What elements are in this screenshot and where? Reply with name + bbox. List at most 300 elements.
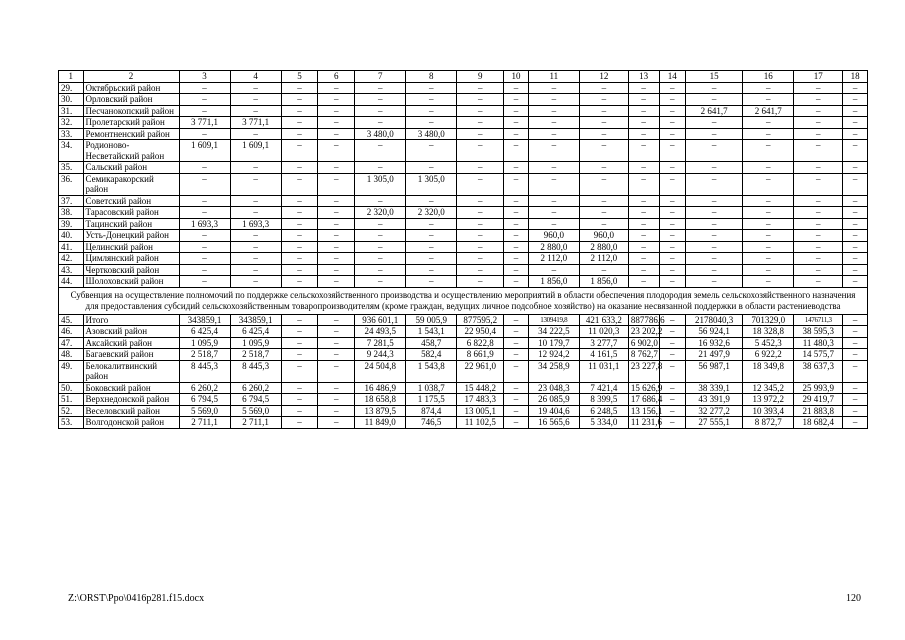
value-cell: – xyxy=(504,162,529,174)
value-cell: – xyxy=(743,230,794,242)
district-name: Тарасовский район xyxy=(83,207,179,219)
value-cell: 2 711,1 xyxy=(230,417,281,429)
value-cell: 8 399,5 xyxy=(579,394,628,406)
value-cell: – xyxy=(355,230,406,242)
district-name: Аксайский район xyxy=(83,337,179,349)
table-row xyxy=(59,128,868,140)
row-number: 53. xyxy=(59,417,84,429)
value-cell: – xyxy=(230,207,281,219)
value-cell: 6 248,5 xyxy=(579,405,628,417)
table-row xyxy=(59,417,868,429)
value-cell: 27 555,1 xyxy=(686,417,743,429)
value-cell: – xyxy=(794,162,843,174)
value-cell: – xyxy=(504,264,529,276)
table-row xyxy=(59,230,868,242)
value-cell: – xyxy=(628,105,659,117)
value-cell: – xyxy=(406,230,457,242)
value-cell: 1 856,0 xyxy=(579,276,628,288)
value-cell: 16 932,6 xyxy=(686,337,743,349)
row-number: 39. xyxy=(59,218,84,230)
value-cell: – xyxy=(230,94,281,106)
value-cell: 38 339,1 xyxy=(686,382,743,394)
district-name: Шолоховский район xyxy=(83,276,179,288)
value-cell: – xyxy=(843,230,868,242)
value-cell: – xyxy=(318,140,355,162)
value-cell: 11 102,5 xyxy=(457,417,504,429)
value-cell: – xyxy=(406,218,457,230)
value-cell: – xyxy=(504,382,529,394)
value-cell: – xyxy=(579,105,628,117)
value-cell: 960,0 xyxy=(528,230,579,242)
value-cell: – xyxy=(318,82,355,94)
value-cell: – xyxy=(281,140,318,162)
row-number: 32. xyxy=(59,117,84,129)
district-name: Боковский район xyxy=(83,382,179,394)
row-number: 44. xyxy=(59,276,84,288)
value-cell: – xyxy=(843,314,868,326)
value-cell: – xyxy=(230,162,281,174)
value-cell: – xyxy=(843,394,868,406)
value-cell: – xyxy=(318,264,355,276)
value-cell: 6 260,2 xyxy=(230,382,281,394)
row-number: 31. xyxy=(59,105,84,117)
value-cell: – xyxy=(504,349,529,361)
value-cell: 6 425,4 xyxy=(179,326,230,338)
value-cell: – xyxy=(179,207,230,219)
value-cell: 343859,1 xyxy=(179,314,230,326)
value-cell: – xyxy=(628,140,659,162)
value-cell: – xyxy=(318,128,355,140)
value-cell: – xyxy=(794,230,843,242)
value-cell: – xyxy=(179,105,230,117)
value-cell: – xyxy=(659,360,686,382)
value-cell: – xyxy=(794,207,843,219)
row-number: 51. xyxy=(59,394,84,406)
value-cell: – xyxy=(457,230,504,242)
value-cell: 34 258,9 xyxy=(528,360,579,382)
district-name: Белокалитвинский район xyxy=(83,360,179,382)
table-row xyxy=(59,349,868,361)
value-cell: – xyxy=(504,326,529,338)
value-cell: – xyxy=(743,218,794,230)
value-cell: – xyxy=(457,117,504,129)
value-cell: – xyxy=(281,173,318,195)
value-cell: – xyxy=(659,264,686,276)
value-cell: – xyxy=(504,140,529,162)
district-name: Цимлянский район xyxy=(83,253,179,265)
value-cell: 25 993,9 xyxy=(794,382,843,394)
value-cell: 1 543,1 xyxy=(406,326,457,338)
value-cell: – xyxy=(843,94,868,106)
value-cell: 15 626,9 xyxy=(628,382,659,394)
column-number: 13 xyxy=(628,71,659,83)
value-cell: – xyxy=(843,405,868,417)
table-row xyxy=(59,382,868,394)
value-cell: – xyxy=(281,128,318,140)
value-cell: – xyxy=(457,128,504,140)
value-cell: – xyxy=(794,94,843,106)
value-cell: – xyxy=(628,207,659,219)
column-number: 17 xyxy=(794,71,843,83)
value-cell: – xyxy=(281,230,318,242)
value-cell: – xyxy=(743,264,794,276)
value-cell: 22 961,0 xyxy=(457,360,504,382)
district-name: Чертковский район xyxy=(83,264,179,276)
value-cell: – xyxy=(628,82,659,94)
value-cell: – xyxy=(281,314,318,326)
value-cell: – xyxy=(686,276,743,288)
value-cell: 23 227,8 xyxy=(628,360,659,382)
value-cell: – xyxy=(843,417,868,429)
value-cell: – xyxy=(579,117,628,129)
value-cell: 18 682,4 xyxy=(794,417,843,429)
value-cell: – xyxy=(659,105,686,117)
value-cell: – xyxy=(579,264,628,276)
value-cell: 23 048,3 xyxy=(528,382,579,394)
value-cell: 12 924,2 xyxy=(528,349,579,361)
district-name: Пролетарский район xyxy=(83,117,179,129)
value-cell: – xyxy=(843,105,868,117)
value-cell: – xyxy=(743,241,794,253)
value-cell: – xyxy=(659,173,686,195)
value-cell: – xyxy=(843,253,868,265)
value-cell: 11 020,3 xyxy=(579,326,628,338)
value-cell: – xyxy=(659,314,686,326)
value-cell: 10 179,7 xyxy=(528,337,579,349)
table-row xyxy=(59,264,868,276)
value-cell: – xyxy=(230,264,281,276)
value-cell: – xyxy=(406,253,457,265)
table-row xyxy=(59,162,868,174)
value-cell: – xyxy=(843,128,868,140)
value-cell: 874,4 xyxy=(406,405,457,417)
value-cell: – xyxy=(281,207,318,219)
row-number: 30. xyxy=(59,94,84,106)
value-cell: – xyxy=(457,218,504,230)
value-cell: – xyxy=(281,162,318,174)
value-cell: 6 922,2 xyxy=(743,349,794,361)
value-cell: – xyxy=(843,337,868,349)
district-name: Октябрьский район xyxy=(83,82,179,94)
value-cell: – xyxy=(318,326,355,338)
value-cell: – xyxy=(659,207,686,219)
value-cell: – xyxy=(406,241,457,253)
value-cell: – xyxy=(686,207,743,219)
value-cell: 15 448,2 xyxy=(457,382,504,394)
row-number: 45. xyxy=(59,314,84,326)
value-cell: – xyxy=(743,82,794,94)
table-row xyxy=(59,173,868,195)
value-cell: – xyxy=(281,337,318,349)
value-cell: – xyxy=(355,117,406,129)
value-cell: – xyxy=(659,230,686,242)
value-cell: – xyxy=(659,128,686,140)
value-cell: – xyxy=(318,394,355,406)
row-number: 43. xyxy=(59,264,84,276)
value-cell: – xyxy=(457,140,504,162)
value-cell: – xyxy=(355,105,406,117)
value-cell: – xyxy=(457,253,504,265)
value-cell: – xyxy=(281,253,318,265)
value-cell: – xyxy=(457,207,504,219)
value-cell: – xyxy=(318,218,355,230)
value-cell: – xyxy=(504,128,529,140)
value-cell: – xyxy=(794,218,843,230)
row-number: 40. xyxy=(59,230,84,242)
value-cell: – xyxy=(843,162,868,174)
table-row xyxy=(59,241,868,253)
value-cell: – xyxy=(843,195,868,207)
value-cell: – xyxy=(628,276,659,288)
column-number: 12 xyxy=(579,71,628,83)
value-cell: 13 005,1 xyxy=(457,405,504,417)
value-cell: – xyxy=(406,276,457,288)
value-cell: 343859,1 xyxy=(230,314,281,326)
row-number: 41. xyxy=(59,241,84,253)
value-cell: – xyxy=(686,218,743,230)
value-cell: – xyxy=(355,162,406,174)
value-cell: 5 569,0 xyxy=(179,405,230,417)
value-cell: – xyxy=(659,94,686,106)
value-cell: – xyxy=(355,218,406,230)
value-cell: 8 872,7 xyxy=(743,417,794,429)
value-cell: – xyxy=(843,326,868,338)
value-cell: 1 693,3 xyxy=(179,218,230,230)
value-cell: – xyxy=(179,173,230,195)
table-row xyxy=(59,82,868,94)
value-cell: 12 345,2 xyxy=(743,382,794,394)
value-cell: 1 856,0 xyxy=(528,276,579,288)
value-cell: – xyxy=(659,337,686,349)
value-cell: 7 281,5 xyxy=(355,337,406,349)
value-cell: 11 031,1 xyxy=(579,360,628,382)
value-cell: – xyxy=(843,241,868,253)
district-name: Веселовский район xyxy=(83,405,179,417)
district-name: Багаевский район xyxy=(83,349,179,361)
value-cell: 13 156,1 xyxy=(628,405,659,417)
value-cell: – xyxy=(528,117,579,129)
value-cell: – xyxy=(686,117,743,129)
value-cell: – xyxy=(457,162,504,174)
value-cell: – xyxy=(504,241,529,253)
value-cell: – xyxy=(743,94,794,106)
value-cell: – xyxy=(230,276,281,288)
value-cell: 7 421,4 xyxy=(579,382,628,394)
value-cell: – xyxy=(528,207,579,219)
value-cell: 6 822,8 xyxy=(457,337,504,349)
value-cell: 458,7 xyxy=(406,337,457,349)
value-cell: – xyxy=(318,94,355,106)
value-cell: – xyxy=(528,105,579,117)
district-name: Советский район xyxy=(83,195,179,207)
value-cell: 5 569,0 xyxy=(230,405,281,417)
value-cell: – xyxy=(457,241,504,253)
row-number: 50. xyxy=(59,382,84,394)
value-cell: 877595,2 xyxy=(457,314,504,326)
value-cell: – xyxy=(659,382,686,394)
column-number: 15 xyxy=(686,71,743,83)
value-cell: 43 391,9 xyxy=(686,394,743,406)
table-row xyxy=(59,105,868,117)
value-cell: – xyxy=(628,117,659,129)
value-cell: – xyxy=(743,195,794,207)
value-cell: – xyxy=(579,207,628,219)
value-cell: – xyxy=(318,230,355,242)
value-cell: 2 641,7 xyxy=(743,105,794,117)
value-cell: – xyxy=(843,349,868,361)
value-cell: – xyxy=(579,140,628,162)
value-cell: – xyxy=(179,195,230,207)
column-number: 10 xyxy=(504,71,529,83)
value-cell: – xyxy=(528,82,579,94)
value-cell: – xyxy=(406,195,457,207)
value-cell: – xyxy=(628,230,659,242)
value-cell: – xyxy=(686,264,743,276)
value-cell: 2 880,0 xyxy=(528,241,579,253)
value-cell: – xyxy=(659,241,686,253)
value-cell: – xyxy=(504,253,529,265)
value-cell: 2 711,1 xyxy=(179,417,230,429)
table-row xyxy=(59,94,868,106)
value-cell: – xyxy=(318,382,355,394)
value-cell: 21 883,8 xyxy=(794,405,843,417)
value-cell: – xyxy=(318,207,355,219)
value-cell: – xyxy=(843,82,868,94)
value-cell: 6 425,4 xyxy=(230,326,281,338)
value-cell: 887786,6 xyxy=(628,314,659,326)
value-cell: 2 518,7 xyxy=(179,349,230,361)
value-cell: – xyxy=(355,82,406,94)
value-cell: – xyxy=(794,82,843,94)
value-cell: – xyxy=(794,105,843,117)
value-cell: – xyxy=(457,264,504,276)
row-number: 47. xyxy=(59,337,84,349)
value-cell: – xyxy=(230,105,281,117)
value-cell: – xyxy=(794,117,843,129)
value-cell: – xyxy=(355,276,406,288)
value-cell: 24 504,8 xyxy=(355,360,406,382)
value-cell: – xyxy=(406,264,457,276)
value-cell: – xyxy=(659,218,686,230)
value-cell: 2 518,7 xyxy=(230,349,281,361)
value-cell: 746,5 xyxy=(406,417,457,429)
value-cell: – xyxy=(457,173,504,195)
value-cell: – xyxy=(281,349,318,361)
value-cell: 6 794,5 xyxy=(179,394,230,406)
value-cell: – xyxy=(179,94,230,106)
value-cell: – xyxy=(528,162,579,174)
value-cell: – xyxy=(659,117,686,129)
row-number: 42. xyxy=(59,253,84,265)
value-cell: 24 493,5 xyxy=(355,326,406,338)
value-cell: – xyxy=(318,241,355,253)
district-name: Орловский район xyxy=(83,94,179,106)
value-cell: 5 452,3 xyxy=(743,337,794,349)
value-cell: – xyxy=(794,241,843,253)
value-cell: – xyxy=(528,264,579,276)
table-row xyxy=(59,360,868,382)
value-cell: 3 771,1 xyxy=(179,117,230,129)
value-cell: 701329,0 xyxy=(743,314,794,326)
value-cell: 9 244,3 xyxy=(355,349,406,361)
value-cell: – xyxy=(504,117,529,129)
value-cell: – xyxy=(659,417,686,429)
table-row xyxy=(59,394,868,406)
district-name: Родионово-Несветайский район xyxy=(83,140,179,162)
value-cell: 2 320,0 xyxy=(355,207,406,219)
value-cell: – xyxy=(686,128,743,140)
value-cell: – xyxy=(318,360,355,382)
value-cell: 19 404,6 xyxy=(528,405,579,417)
value-cell: – xyxy=(406,94,457,106)
value-cell: 8 445,3 xyxy=(179,360,230,382)
value-cell: 11 231,6 xyxy=(628,417,659,429)
table-row xyxy=(59,140,868,162)
district-name: Ремонтненский район xyxy=(83,128,179,140)
row-number: 49. xyxy=(59,360,84,382)
value-cell: – xyxy=(504,417,529,429)
value-cell: – xyxy=(504,337,529,349)
value-cell: – xyxy=(281,405,318,417)
value-cell: – xyxy=(230,128,281,140)
value-cell: 8 661,9 xyxy=(457,349,504,361)
value-cell: – xyxy=(686,241,743,253)
section-row xyxy=(59,287,868,314)
value-cell: – xyxy=(743,117,794,129)
value-cell: – xyxy=(230,173,281,195)
table-row xyxy=(59,253,868,265)
table-row xyxy=(59,405,868,417)
value-cell: 29 419,7 xyxy=(794,394,843,406)
value-cell: – xyxy=(794,173,843,195)
value-cell: – xyxy=(794,253,843,265)
value-cell: 34 222,5 xyxy=(528,326,579,338)
value-cell: – xyxy=(686,195,743,207)
value-cell: 2 880,0 xyxy=(579,241,628,253)
value-cell: – xyxy=(528,128,579,140)
column-number: 1 xyxy=(59,71,84,83)
value-cell: – xyxy=(406,140,457,162)
value-cell: – xyxy=(318,314,355,326)
value-cell: 3 480,0 xyxy=(355,128,406,140)
value-cell: – xyxy=(686,253,743,265)
value-cell: 936 601,1 xyxy=(355,314,406,326)
value-cell: – xyxy=(355,94,406,106)
value-cell: 1309419,8 xyxy=(528,314,579,326)
value-cell: 3 277,7 xyxy=(579,337,628,349)
value-cell: – xyxy=(281,105,318,117)
value-cell: – xyxy=(504,405,529,417)
value-cell: 1 305,0 xyxy=(355,173,406,195)
value-cell: – xyxy=(843,218,868,230)
value-cell: 1 038,7 xyxy=(406,382,457,394)
value-cell: 13 879,5 xyxy=(355,405,406,417)
column-number: 8 xyxy=(406,71,457,83)
value-cell: – xyxy=(179,276,230,288)
value-cell: – xyxy=(281,82,318,94)
value-cell: – xyxy=(659,195,686,207)
value-cell: 26 085,9 xyxy=(528,394,579,406)
value-cell: 1476711,3 xyxy=(794,314,843,326)
table-row xyxy=(59,326,868,338)
value-cell: – xyxy=(579,82,628,94)
value-cell: 1 305,0 xyxy=(406,173,457,195)
value-cell: – xyxy=(659,405,686,417)
value-cell: – xyxy=(230,195,281,207)
value-cell: 1 543,8 xyxy=(406,360,457,382)
value-cell: – xyxy=(281,417,318,429)
value-cell: – xyxy=(318,105,355,117)
